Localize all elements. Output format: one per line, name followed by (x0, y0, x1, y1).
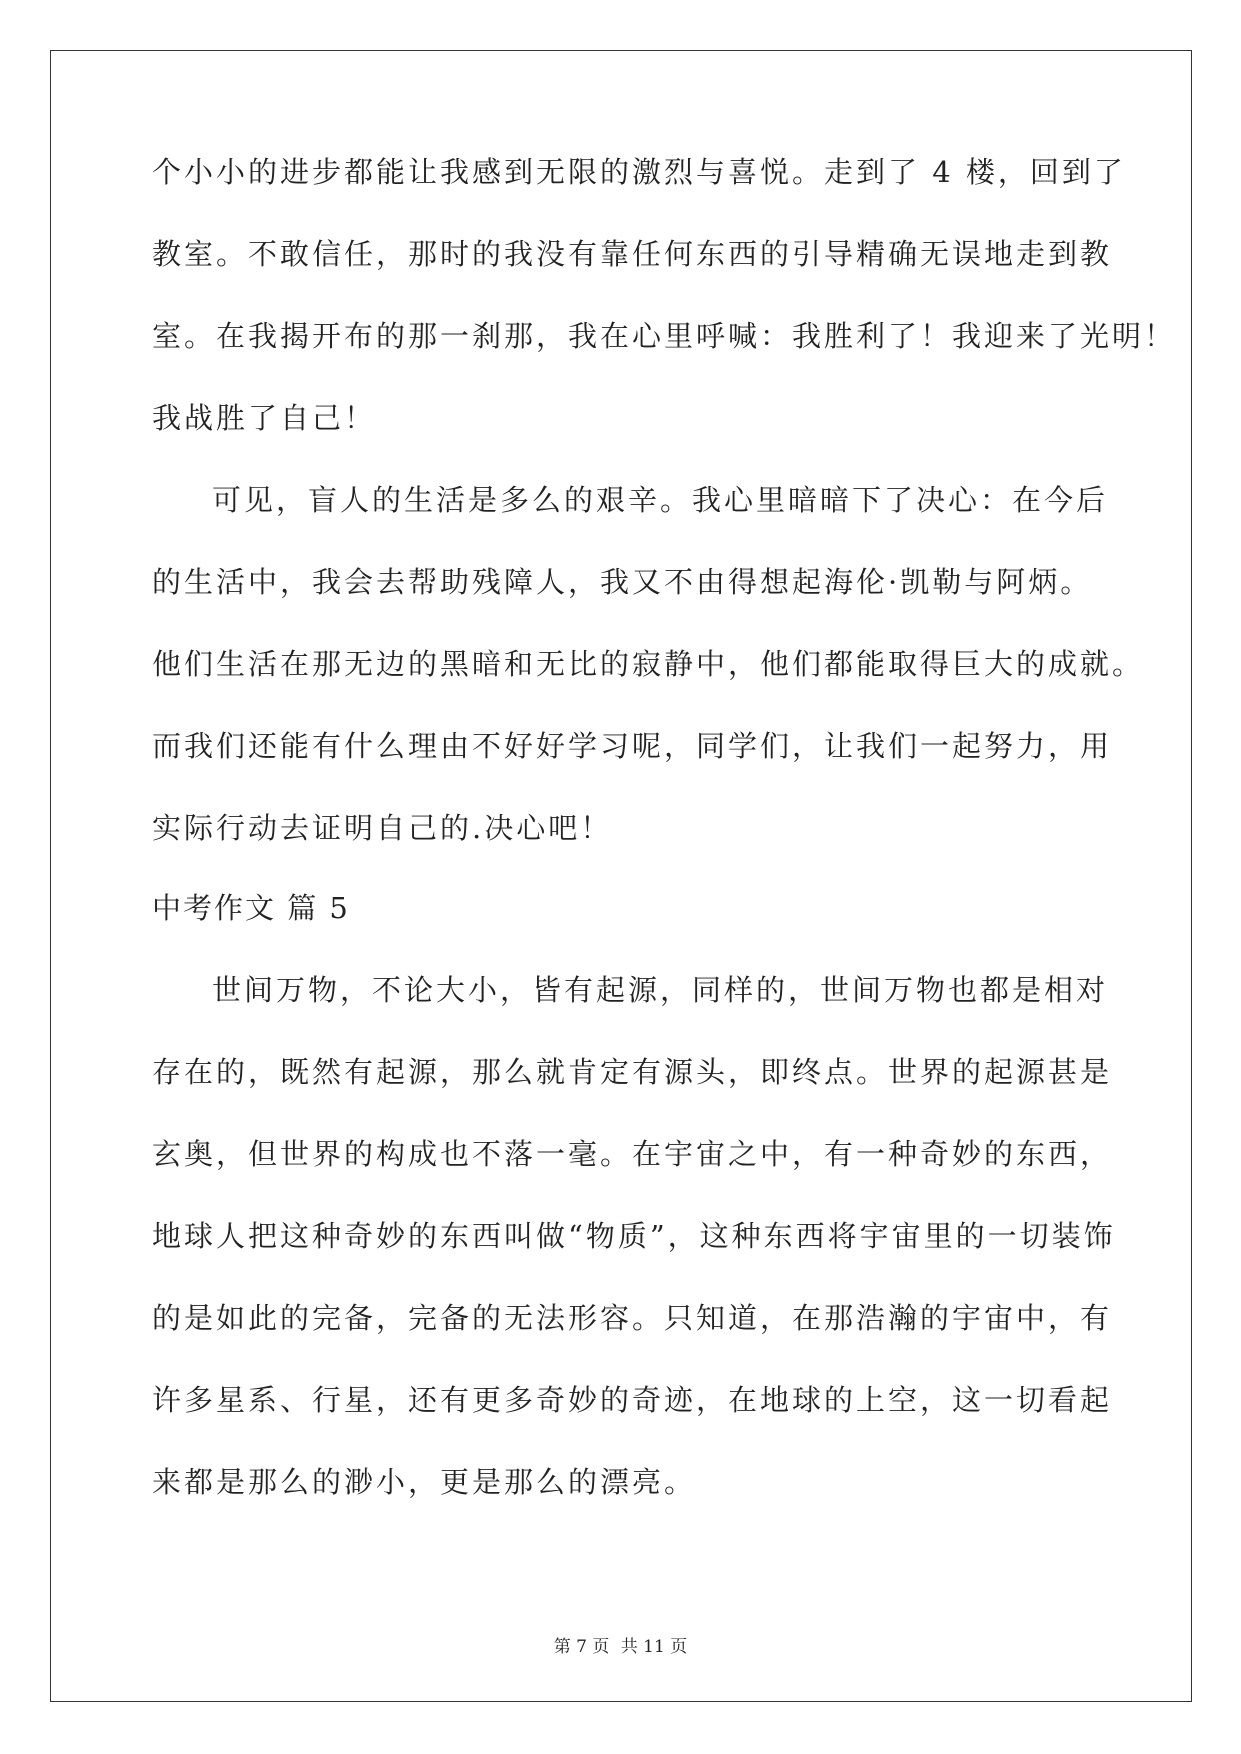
text-line-7: 他们生活在那无边的黑暗和无比的寂静中，他们都能取得巨大的成就。 (152, 647, 1145, 681)
text-line-9: 实际行动去证明自己的.决心吧！ (152, 811, 613, 845)
text-line-2: 教室。不敢信任，那时的我没有靠任何东西的引导精确无误地走到教 (152, 237, 1113, 271)
text-line-13: 玄奥，但世界的构成也不落一毫。在宇宙之中，有一种奇妙的东西， (152, 1137, 1113, 1171)
text-line-15: 的是如此的完备，完备的无法形容。只知道，在那浩瀚的宇宙中，有 (152, 1301, 1113, 1335)
text-line-4: 我战胜了自己！ (152, 401, 377, 435)
text-line-17: 来都是那么的渺小，更是那么的漂亮。 (152, 1465, 697, 1499)
text-line-12: 存在的，既然有起源，那么就肯定有源头，即终点。世界的起源甚是 (152, 1055, 1113, 1089)
section-heading: 中考作文 篇 5 (152, 891, 350, 925)
page-number: 第 7 页 (553, 1637, 610, 1657)
page-border (50, 50, 1192, 1702)
page-footer (0, 1635, 1241, 1659)
paragraph-start-line: 可见，盲人的生活是多么的艰辛。我心里暗暗下了决心：在今后 (212, 483, 1109, 517)
text-line-6: 的生活中，我会去帮助残障人，我又不由得想起海伦·凯勒与阿炳。 (152, 565, 1093, 599)
text-line-16: 许多星系、行星，还有更多奇妙的奇迹，在地球的上空，这一切看起 (152, 1383, 1113, 1417)
total-pages: 共 11 页 (620, 1637, 688, 1657)
text-line-14: 地球人把这种奇妙的东西叫做“物质”，这种东西将宇宙里的一切装饰 (152, 1219, 1116, 1253)
paragraph-start-line: 世间万物，不论大小，皆有起源，同样的，世间万物也都是相对 (212, 973, 1109, 1007)
text-line-1: 个小小的进步都能让我感到无限的激烈与喜悦。走到了 4 楼，回到了 (152, 155, 1126, 189)
text-line-3: 室。在我揭开布的那一刹那，我在心里呼喊：我胜利了！我迎来了光明！ (152, 319, 1177, 353)
text-line-8: 而我们还能有什么理由不好好学习呢，同学们，让我们一起努力，用 (152, 729, 1113, 763)
